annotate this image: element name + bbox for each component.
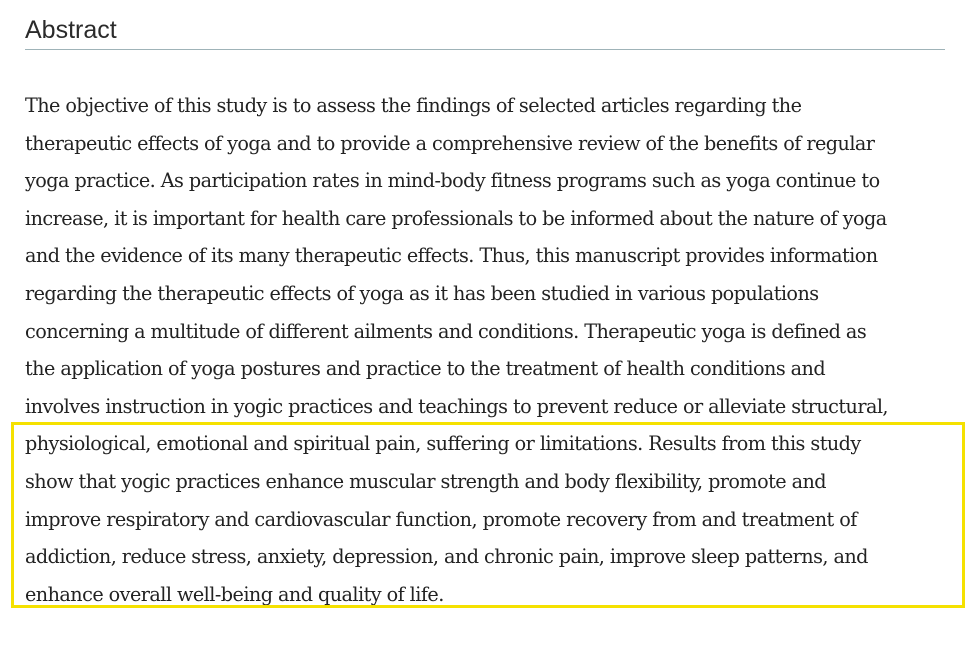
abstract-line: improve respiratory and cardiovascular function, promote recovery from and treatment of [25,507,857,531]
abstract-line: physiological, emotional and spiritual pain, suffering or limitations. Results from this study [25,432,861,456]
abstract-line: enhance overall well-being and quality of life. [25,582,444,606]
abstract-line: show that yogic practices enhance muscular strength and body flexibility, promote and [25,469,827,493]
abstract-line: involves instruction in yogic practices and teachings to prevent reduce or alleviate structural, [25,394,888,418]
abstract-line: yoga practice. As participation rates in mind-body fitness programs such as yoga continue to [25,169,880,193]
abstract-line: concerning a multitude of different ailments and conditions. Therapeutic yoga is defined as [25,319,867,343]
abstract-line: increase, it is important for health care professionals to be informed about the nature of yoga [25,206,887,230]
abstract-line: addiction, reduce stress, anxiety, depression, and chronic pain, improve sleep patterns, and [25,545,868,569]
abstract-line: therapeutic effects of yoga and to provide a comprehensive review of the benefits of regular [25,131,875,155]
abstract-line: and the evidence of its many therapeutic effects. Thus, this manuscript provides information [25,244,878,268]
abstract-paragraph [25,87,965,613]
abstract-header [25,14,945,50]
section-title: Abstract [25,16,117,44]
abstract-line: regarding the therapeutic effects of yoga as it has been studied in various populations [25,281,819,305]
abstract-line: the application of yoga postures and practice to the treatment of health conditions and [25,357,826,381]
abstract-line: The objective of this study is to assess the findings of selected articles regarding the [25,94,802,117]
